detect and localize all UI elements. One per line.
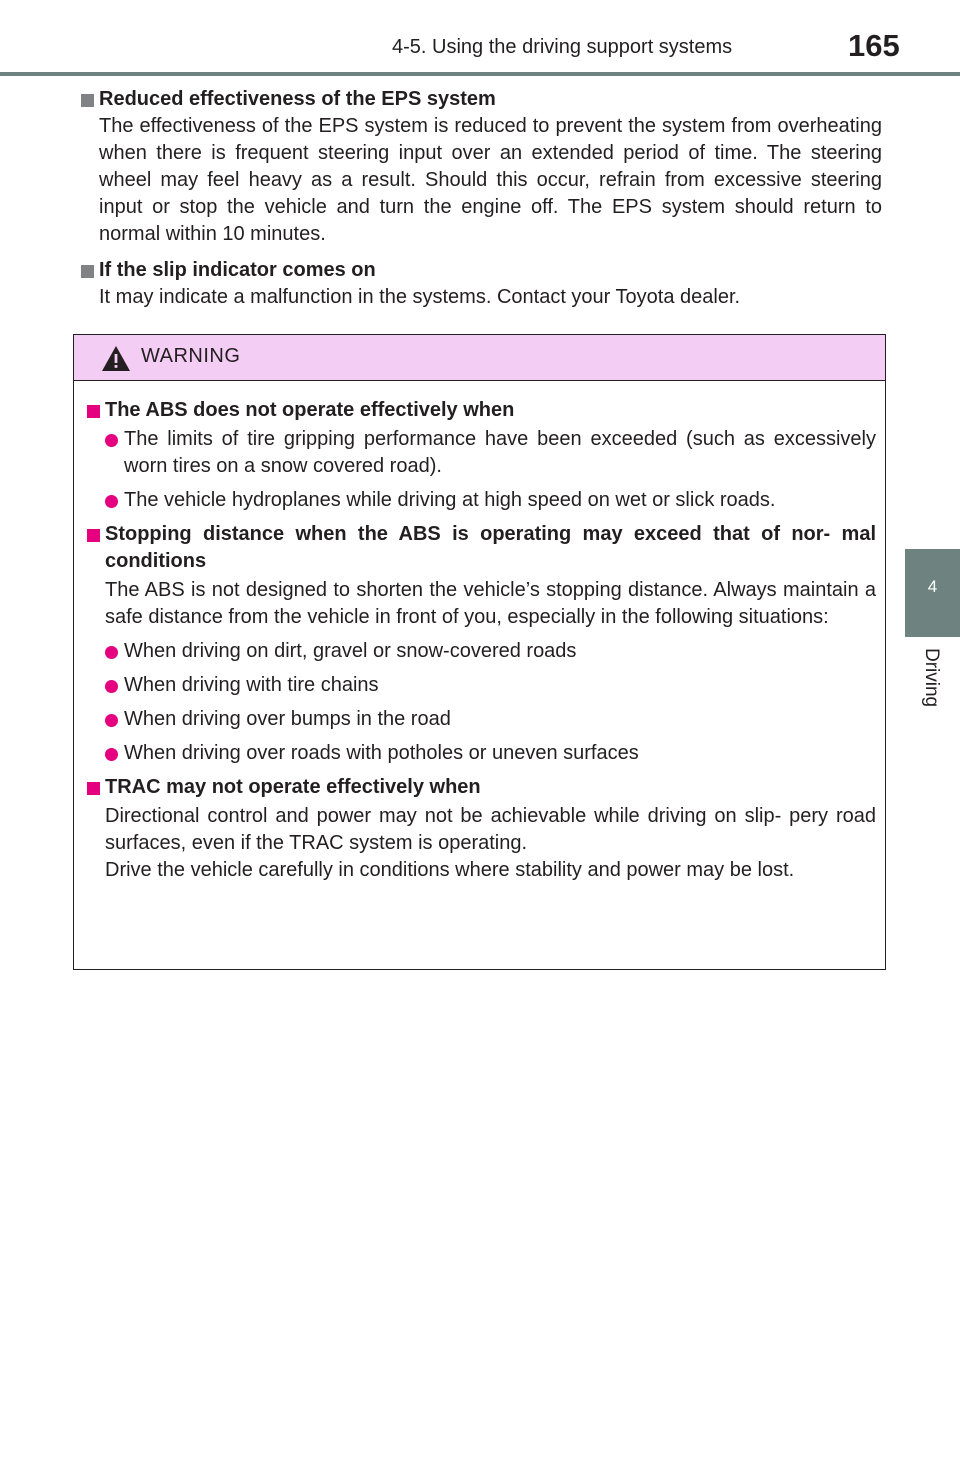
chapter-label-wrap xyxy=(908,648,956,728)
round-bullet-icon xyxy=(105,646,118,659)
section-heading-text: Reduced effectiveness of the EPS system xyxy=(99,88,496,110)
list-item xyxy=(84,740,876,767)
warning-item-heading-text: Stopping distance when the ABS is operating may exceed that of nor- mal conditions xyxy=(105,523,876,572)
list-item xyxy=(84,638,876,665)
list-item xyxy=(84,487,876,514)
header-section-title: 4-5. Using the driving support systems xyxy=(392,36,733,58)
warning-label: WARNING xyxy=(141,345,241,367)
square-bullet-icon xyxy=(87,405,100,418)
list-item-text: When driving over roads with potholes or uneven surfaces xyxy=(124,742,639,764)
chapter-number: 4 xyxy=(927,577,938,596)
warning-item-text: Directional control and power may not be achievable while driving on slip- pery road surfaces, even if the TRAC system is operating. xyxy=(105,805,876,854)
section-slip-indicator xyxy=(78,257,882,311)
warning-item-text: Drive the vehicle carefully in conditions where stability and power may be lost. xyxy=(105,859,795,881)
list-item-text: The vehicle hydroplanes while driving at high speed on wet or slick roads. xyxy=(124,489,776,511)
chapter-label: Driving xyxy=(921,648,942,708)
chapter-tab xyxy=(905,549,960,637)
warning-item-heading xyxy=(84,521,876,575)
round-bullet-icon xyxy=(105,434,118,447)
list-item-text: When driving on dirt, gravel or snow-covered roads xyxy=(124,640,577,662)
section-eps xyxy=(78,86,882,248)
warning-item-text: The ABS is not designed to shorten the vehicle’s stopping distance. Always maintain a safe distance from the vehicle in front of you, especially in the following situations: xyxy=(105,579,876,628)
warning-triangle-icon xyxy=(101,345,131,372)
list-item xyxy=(84,672,876,699)
page-number: 165 xyxy=(848,28,900,63)
section-heading-text: If the slip indicator comes on xyxy=(99,259,376,281)
list-item xyxy=(84,706,876,733)
main-content xyxy=(78,86,882,311)
warning-body xyxy=(84,397,876,884)
warning-header xyxy=(74,335,885,381)
section-body: It may indicate a malfunction in the systems. Contact your Toyota dealer. xyxy=(99,286,741,308)
warning-item-heading-text: The ABS does not operate effectively when xyxy=(105,399,515,421)
square-bullet-icon xyxy=(87,529,100,542)
list-item xyxy=(84,426,876,480)
header-rule xyxy=(0,72,960,76)
square-bullet-icon xyxy=(81,265,94,278)
square-bullet-icon xyxy=(87,782,100,795)
square-bullet-icon xyxy=(81,94,94,107)
warning-box xyxy=(73,334,886,970)
warning-item-heading-text: TRAC may not operate effectively when xyxy=(105,776,481,798)
list-item-text: The limits of tire gripping performance have been exceeded (such as excessively worn tires on a snow covered road). xyxy=(124,428,876,477)
warning-item-heading xyxy=(84,397,876,424)
round-bullet-icon xyxy=(105,495,118,508)
section-heading xyxy=(78,86,882,113)
warning-item-heading xyxy=(84,774,876,801)
round-bullet-icon xyxy=(105,748,118,761)
section-heading xyxy=(78,257,882,284)
round-bullet-icon xyxy=(105,680,118,693)
round-bullet-icon xyxy=(105,714,118,727)
list-item-text: When driving with tire chains xyxy=(124,674,379,696)
section-body: The effectiveness of the EPS system is reduced to prevent the system from overheating when there is frequent steering input over an extended period of time. The steering wheel may feel heavy as a result. Should this occur, refrain from excessive steering input or stop the vehicle and turn the engine off. The EPS system should return to normal within 10 minutes. xyxy=(99,115,882,245)
list-item-text: When driving over bumps in the road xyxy=(124,708,451,730)
